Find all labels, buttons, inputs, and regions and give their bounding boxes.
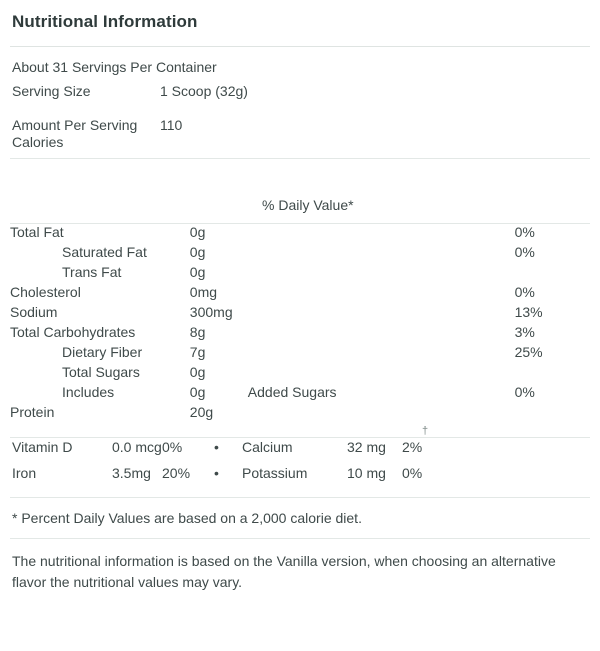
nutrient-daily-value: 13% [514,303,543,320]
nutrient-extra-label [248,244,515,264]
nutrient-amount: 300mg [189,303,233,320]
nutrient-daily-value [515,404,590,424]
servings-per-container: About 31 Servings Per Container [12,59,217,75]
nutrient-name: Cholesterol [10,283,81,300]
nutrient-extra-label [248,304,515,324]
nutrient-daily-value [515,364,590,384]
mineral-amount: 10 mg [347,464,386,481]
flavor-disclaimer: The nutritional information is based on the Vanilla version, when choosing an alternative flavor the nutritional values may vary. [12,553,556,590]
bullet-separator-icon: • [214,438,219,455]
nutrient-extra-label: Added Sugars [247,383,337,400]
nutrient-extra-label [248,224,515,244]
nutrient-name: Protein [10,403,55,420]
mineral-daily-value: 0% [402,464,423,481]
vitamin-daily-value: 20% [162,464,191,481]
nutrient-amount: 0g [189,224,206,241]
page-title: Nutritional Information [12,12,198,31]
daily-value-header-row [10,185,590,223]
nutrient-daily-value: 0% [514,283,535,300]
nutrient-daily-value: 3% [514,323,535,340]
vitamin-row [12,440,588,456]
serving-size-value: 1 Scoop (32g) [160,83,248,99]
table-row [10,304,590,324]
nutrient-daily-value: 0% [514,243,535,260]
serving-size-label: Serving Size [12,83,91,99]
daily-value-footnote: * Percent Daily Values are based on a 2,000 calorie diet. [12,510,362,527]
amount-per-serving-row [12,117,588,150]
nutrient-name: Saturated Fat [62,243,147,260]
mineral-name: Calcium [242,438,293,455]
nutrient-amount: 0g [189,243,206,260]
mineral-name: Potassium [242,464,308,481]
nutrient-name: Total Fat [10,224,64,241]
table-row [10,224,590,244]
nutrient-table [10,224,590,424]
vitamin-row [12,466,588,482]
serving-size-row [12,83,588,99]
vitamin-daily-value: 0% [162,438,183,455]
table-row [10,264,590,284]
nutrient-daily-value: 0% [514,383,535,400]
nutrient-name: Trans Fat [62,263,122,280]
table-row [10,344,590,364]
nutrient-amount: 0g [189,363,206,380]
mineral-amount: 32 mg [347,438,386,455]
nutrient-name: Total Carbohydrates [10,323,136,340]
nutrient-daily-value [515,264,590,284]
divider-above-dv [10,158,590,159]
nutrient-amount: 0g [189,263,206,280]
vitamin-name: Iron [12,464,37,481]
nutrient-extra-label [248,324,515,344]
nutrient-extra-label [248,264,515,284]
table-row [10,324,590,344]
table-row [10,244,590,264]
nutrient-extra-label [248,404,515,424]
table-row [10,404,590,424]
vitamin-name: Vitamin D [12,438,73,455]
daily-value-header: % Daily Value* [262,197,354,214]
nutrient-name: Sodium [10,303,58,320]
nutrient-amount: 8g [189,323,206,340]
nutrient-name: Dietary Fiber [62,343,143,360]
nutrient-daily-value: 0% [514,224,535,241]
nutrient-extra-label [248,344,515,364]
vitamin-amount: 0.0 mcg [112,438,162,455]
table-row [10,384,590,404]
mineral-daily-value: 2% [402,438,423,455]
nutrient-amount: 0mg [189,283,218,300]
nutrient-name: Total Sugars [62,363,140,380]
serving-block [10,47,590,158]
bullet-separator-icon: • [214,464,219,481]
nutrient-daily-value: 25% [514,343,543,360]
table-row [10,364,590,384]
nutrient-amount: 0g [189,383,206,400]
nutrient-extra-label [248,284,515,304]
table-row [10,284,590,304]
nutrient-table-body [10,224,590,424]
amount-per-serving-label: Amount Per Serving Calories [12,117,138,150]
vitamin-amount: 3.5mg [112,464,151,481]
nutrient-name: Includes [62,383,115,400]
calories-value: 110 [160,117,183,133]
protein-dagger: † [421,424,429,437]
nutrient-amount: 7g [189,343,206,360]
nutrient-extra-label [248,364,515,384]
vitamin-list [10,438,590,498]
nutrient-amount: 20g [189,403,214,420]
